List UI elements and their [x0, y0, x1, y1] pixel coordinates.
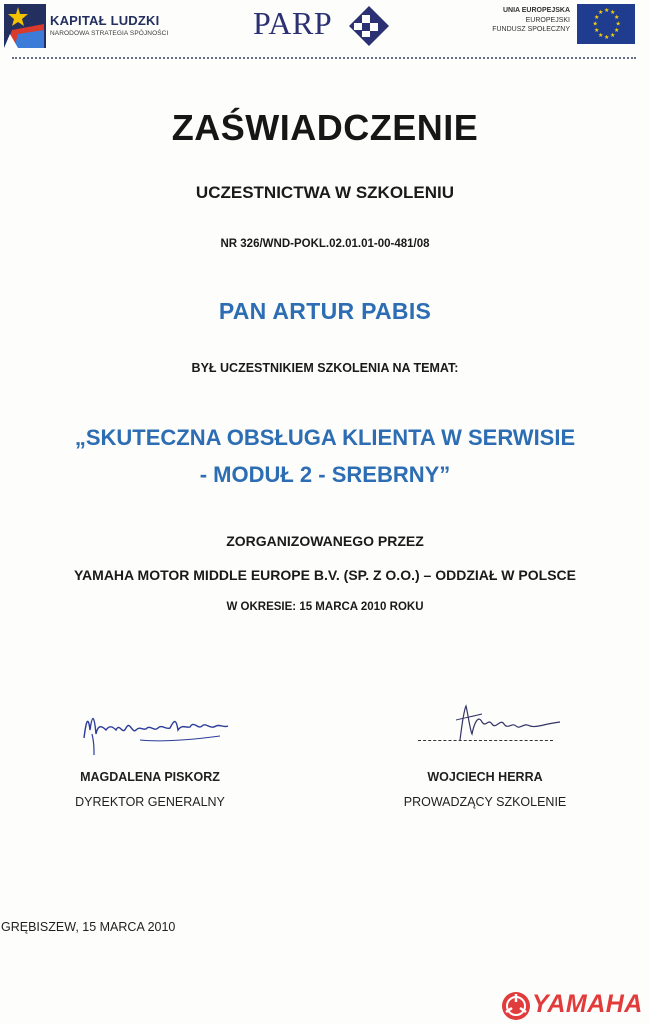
- training-intro: BYŁ UCZESTNIKIEM SZKOLENIA NA TEMAT:: [191, 361, 459, 375]
- parp-logo: [253, 2, 403, 46]
- signature-block-right: [380, 700, 590, 820]
- certificate-number: NR 326/WND-POKL.02.01.01-00-481/08: [220, 238, 430, 250]
- signatory-left-role: DYREKTOR GENERALNY: [75, 795, 225, 809]
- parp-diamond-icon: [349, 6, 389, 46]
- signature-left-handwriting: [80, 700, 230, 755]
- kapital-ludzki-star-icon: [4, 4, 46, 48]
- yamaha-tuning-fork-icon: [500, 990, 532, 1022]
- eu-label-line3: FUNDUSZ SPOŁECZNY: [492, 26, 570, 33]
- svg-text:★: ★: [615, 20, 621, 28]
- participant-name: PAN ARTUR PABIS: [218, 298, 432, 324]
- eu-fund-logo: [470, 2, 640, 46]
- svg-text:★: ★: [592, 20, 598, 28]
- signature-right-handwriting: [420, 700, 570, 750]
- signatory-left-name: MAGDALENA PISKORZ: [80, 770, 220, 784]
- kapital-ludzki-subtitle: NARODOWA STRATEGIA SPÓJNOŚCI: [50, 30, 169, 37]
- kapital-ludzki-logo: [4, 4, 194, 48]
- signature-block-left: [40, 700, 260, 820]
- svg-text:★: ★: [598, 32, 604, 39]
- eu-label-line1: UNIA EUROPEJSKA: [502, 7, 570, 14]
- svg-text:★: ★: [614, 14, 620, 21]
- signatory-right-role: PROWADZĄCY SZKOLENIE: [403, 795, 567, 809]
- certificate-subtitle: UCZESTNICTWA W SZKOLENIU: [195, 183, 455, 202]
- svg-text:★: ★: [614, 27, 620, 34]
- parp-text: PARP: [253, 5, 333, 41]
- organized-by-label: ZORGANIZOWANEGO PRZEZ: [226, 533, 424, 549]
- training-topic-line1: „SKUTECZNA OBSŁUGA KLIENTA W SERWISIE: [74, 425, 576, 450]
- kapital-ludzki-title: KAPITAŁ LUDZKI: [50, 13, 160, 28]
- eu-label-line2: EUROPEJSKI: [525, 17, 570, 24]
- signatory-right-name: WOJCIECH HERRA: [427, 770, 543, 784]
- svg-text:★: ★: [610, 32, 616, 39]
- svg-text:★: ★: [594, 14, 600, 21]
- eu-flag-icon: [577, 4, 635, 44]
- yamaha-logo: [500, 988, 650, 1024]
- training-period: W OKRESIE: 15 MARCA 2010 ROKU: [226, 601, 424, 613]
- organizer-name: YAMAHA MOTOR MIDDLE EUROPE B.V. (SP. Z O.O.) – ODDZIAŁ W POLSCE: [74, 567, 576, 583]
- svg-text:★: ★: [610, 9, 616, 16]
- svg-text:★: ★: [594, 27, 600, 34]
- svg-text:★: ★: [598, 9, 604, 16]
- yamaha-wordmark: YAMAHA: [532, 990, 643, 1018]
- header-divider: [12, 57, 636, 59]
- place-and-date: GRĘBISZEW, 15 MARCA 2010: [1, 920, 176, 934]
- signature-right-line: [418, 740, 553, 741]
- certificate-title: ZAŚWIADCZENIE: [171, 107, 479, 148]
- training-topic-line2: - MODUŁ 2 - SREBRNY”: [199, 462, 451, 487]
- svg-text:★: ★: [604, 34, 610, 41]
- svg-text:★: ★: [604, 7, 610, 14]
